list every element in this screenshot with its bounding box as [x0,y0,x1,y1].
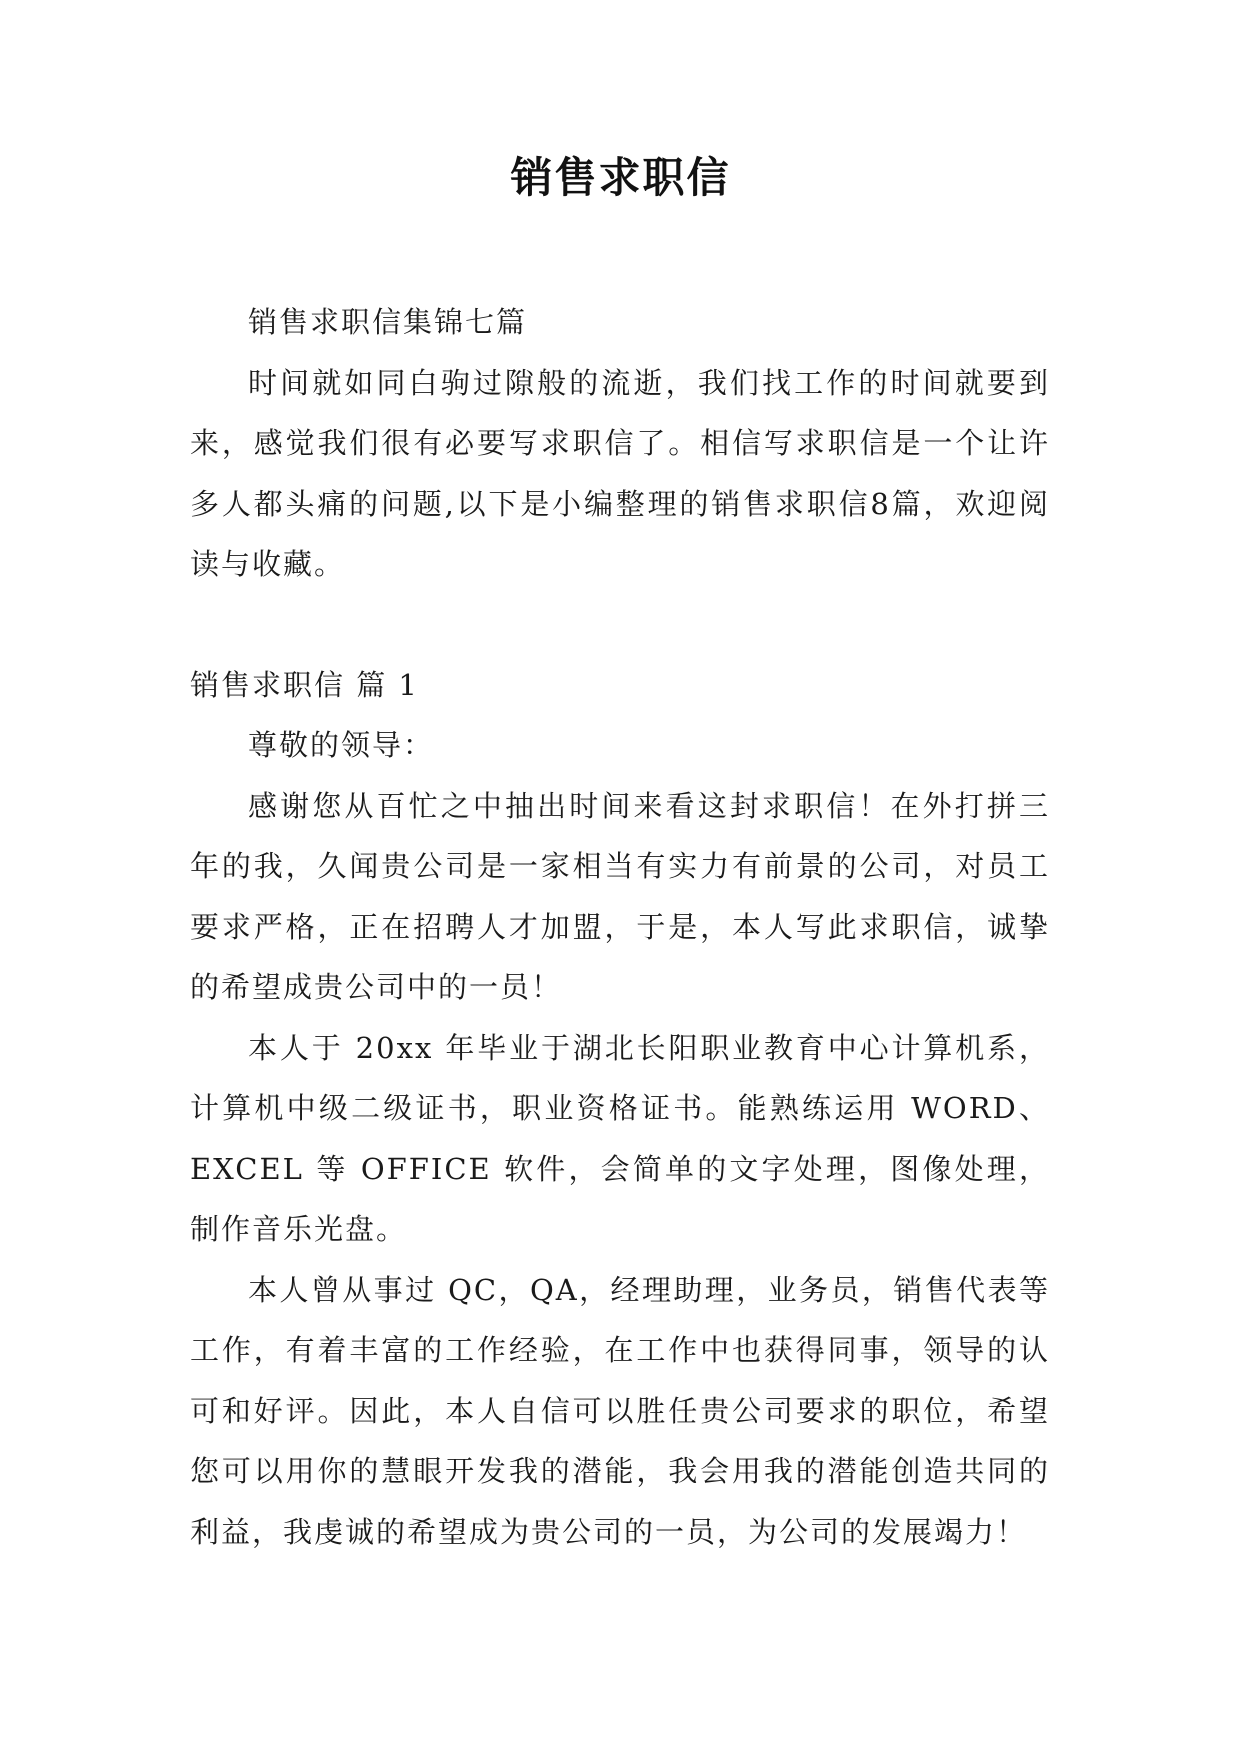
section-heading: 销售求职信 篇 1 [190,667,419,702]
document-body [190,292,1050,1562]
body-paragraph-1: 感谢您从百忙之中抽出时间来看这封求职信！在外打拼三年的我，久闻贵公司是一家相当有实力有前景的公司，对员工要求严格，正在招聘人才加盟，于是，本人写此求职信，诚挚的希望成贵公司中的一员！ [190,788,1050,1004]
intro-subtitle: 销售求职信集锦七篇 [248,305,528,339]
document-title: 销售求职信 [510,153,731,202]
section-spacer [190,595,1050,655]
intro-paragraph: 时间就如同白驹过隙般的流逝，我们找工作的时间就要到来，感觉我们很有必要写求职信了。相信写求职信是一个让许多人都头痛的问题,以下是小编整理的销售求职信8篇，欢迎阅读与收藏。 [190,365,1050,581]
body-paragraph-2: 本人于 20xx 年毕业于湖北长阳职业教育中心计算机系，计算机中级二级证书，职业资格证书。能熟练运用 WORD、EXCEL 等 OFFICE 软件，会简单的文字处理，图像处理，制作音乐光盘。 [190,1030,1050,1246]
body-paragraph-3: 本人曾从事过 QC，QA，经理助理，业务员，销售代表等工作，有着丰富的工作经验，在工作中也获得同事，领导的认可和好评。因此，本人自信可以胜任贵公司要求的职位，希望您可以用你的慧眼开发我的潜能，我会用我的潜能创造共同的利益，我虔诚的希望成为贵公司的一员，为公司的发展竭力！ [190,1272,1050,1549]
salutation: 尊敬的领导： [248,728,435,762]
